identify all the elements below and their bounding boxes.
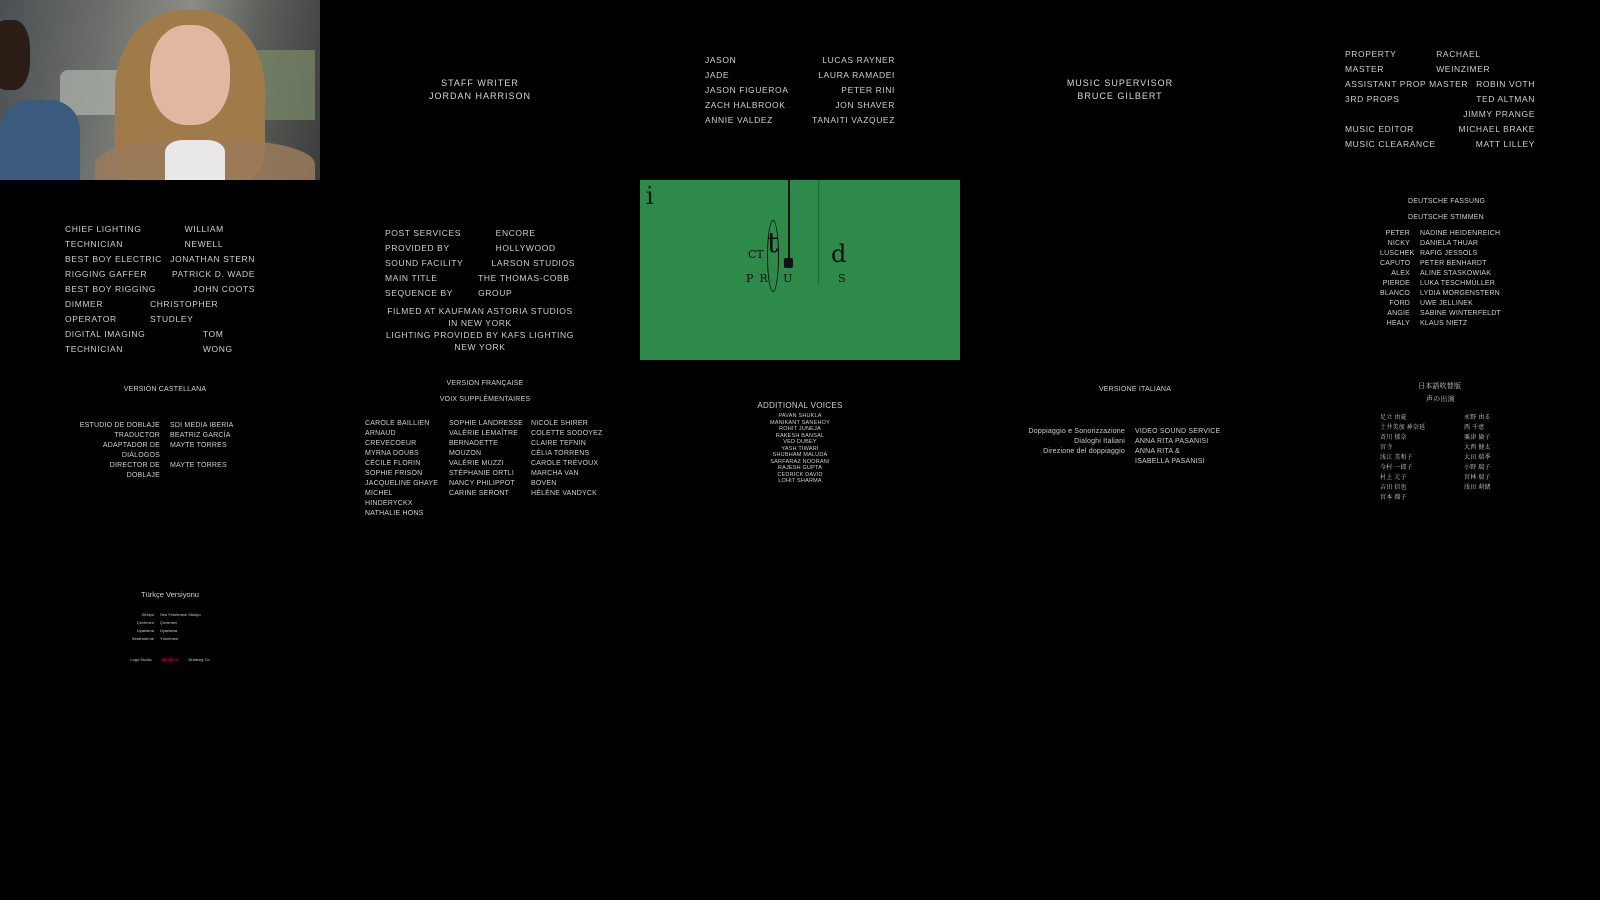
credit-name: SDI MEDIA IBERIA <box>170 422 234 429</box>
voice-actor-name: VALÉRIE LEMAÎTRE <box>448 430 519 437</box>
credit-role: Doppiaggio e Sonorizzazione <box>1028 428 1125 435</box>
credit-row <box>705 68 895 83</box>
credit-row <box>65 282 255 297</box>
credit-role: POST SERVICES PROVIDED BY <box>385 228 461 253</box>
credit-name: JOHN COOTS <box>193 284 255 294</box>
credit-row <box>1345 137 1535 152</box>
voice-actor-name: 浅田 莉緒 <box>1464 485 1491 491</box>
credit-row <box>1345 77 1535 92</box>
credit-row <box>120 627 220 635</box>
credit-role: Çevirmen <box>136 620 154 625</box>
credit-name: BEATRIZ GARCÍA <box>170 432 231 439</box>
credit-name: LARSON STUDIOS <box>491 258 575 268</box>
credit-name: MAYTE TORRES <box>170 462 227 469</box>
credit-name: LUKA TESCHMÜLLER <box>1420 280 1496 287</box>
credit-name: MATT LILLEY <box>1475 139 1535 149</box>
credit-row <box>705 83 895 98</box>
turkish-footer <box>120 657 220 662</box>
credit-row <box>1345 107 1535 122</box>
logo-letter-s: S <box>838 272 846 285</box>
voice-actor-name: YASH TIWARI <box>781 445 819 452</box>
credit-name: ISABELLA PASANISI <box>1135 458 1205 465</box>
credit-role: PROPERTY MASTER <box>1345 49 1397 74</box>
post-credits <box>385 226 575 353</box>
credit-role <box>1025 457 1125 467</box>
credit-role: SOUND FACILITY <box>385 258 464 268</box>
credit-role: MUSIC CLEARANCE <box>1345 139 1436 149</box>
credit-name: UWE JELLINEK <box>1420 300 1473 307</box>
credit-row <box>1380 319 1540 329</box>
japanese-subtitle: 声の出演 <box>1426 396 1455 403</box>
voice-actor-name: MYRNA DOUBS <box>365 450 419 457</box>
lighting-provided-line: LIGHTING PROVIDED BY KAFS LIGHTING NEW YORK <box>386 330 574 352</box>
credit-row <box>1345 122 1535 137</box>
credit-role: Dialoghi Italiani <box>1074 438 1125 445</box>
logo-letter-i: i <box>646 182 654 210</box>
credit-role: DIMMER OPERATOR <box>65 299 117 324</box>
plug-icon <box>784 258 793 268</box>
credit-role: ADAPTADOR DE DIÁLOGOS <box>102 442 160 459</box>
credit-name: WILLIAM NEWELL <box>184 224 224 249</box>
french-subtitle: VOIX SUPPLÉMENTAIRES <box>439 396 531 403</box>
credit-row <box>1380 239 1540 249</box>
credit-name: Ses Yönetmeni Stüdyo <box>160 612 201 617</box>
french-title: VERSION FRANÇAISE <box>446 380 524 387</box>
voice-actor-name: STÉPHANIE ORTLI <box>448 470 515 477</box>
credit-role: ANGIE <box>1387 310 1410 317</box>
credit-role: MUSIC EDITOR <box>1345 124 1414 134</box>
credit-name: TOM WONG <box>202 329 233 354</box>
footer-dubbing-logo: Dubbing Co <box>188 657 210 662</box>
voice-actor-name: 大田 瑞季 <box>1464 455 1491 461</box>
netflix-logo: NETFLIX <box>161 657 179 662</box>
voice-actor-name: 小野 瑞子 <box>1464 465 1491 471</box>
voice-actor-name: 宮本 瑠子 <box>1380 495 1407 501</box>
logo-cord <box>788 180 790 260</box>
voice-actor-name: VALÉRIE MUZZI <box>448 460 504 467</box>
additional-voices-title: ADDITIONAL VOICES <box>757 401 843 410</box>
voice-actor-name: CARINE SERONT <box>448 490 510 497</box>
credit-row <box>1025 457 1245 467</box>
italian-version-credits <box>1025 385 1245 467</box>
voice-actor-name: 斉川 郁奈 <box>1380 435 1407 441</box>
credit-row <box>385 271 575 301</box>
credit-row <box>385 226 575 256</box>
credit-row <box>65 252 255 267</box>
credit-name: Yönetmen <box>160 636 179 641</box>
credit-name: VIDEO SOUND SERVICE <box>1135 428 1221 435</box>
lighting-credits <box>65 222 255 357</box>
credit-name: LUCAS RAYNER <box>822 55 895 65</box>
voice-actor-name: 足立 由夏 <box>1380 415 1407 421</box>
credit-role: FORD <box>1389 300 1410 307</box>
voice-actor-name: COLETTE SODOYEZ <box>530 430 603 437</box>
logo-letters-ct: CT <box>748 248 764 261</box>
credit-role: PETER <box>1385 230 1410 237</box>
voice-actor-name: 吉田 信也 <box>1380 485 1407 491</box>
cast-credits <box>705 53 895 128</box>
voice-actor-name: RAJESH GUPTA <box>777 465 823 471</box>
credit-role: BLANCO <box>1380 290 1410 297</box>
voice-actor-name: SOPHIE FRISON <box>365 470 423 477</box>
credit-row <box>1025 437 1245 447</box>
voice-actor-name: SOPHIE LANDRESSE <box>448 420 523 427</box>
voice-actor-name: 土井美加 神奈延 <box>1380 425 1426 431</box>
credit-row <box>1380 279 1540 289</box>
credit-name: PETER BENHARDT <box>1420 260 1487 267</box>
voice-actor-name: 浅江 美和子 <box>1380 455 1413 461</box>
credit-role: ANNIE VALDEZ <box>705 115 773 125</box>
credit-row <box>65 222 255 252</box>
credit-name: JON SHAVER <box>835 100 895 110</box>
turkish-version-credits <box>120 590 220 662</box>
credit-name: JIMMY PRANGE <box>1463 109 1535 119</box>
credit-row <box>75 461 255 481</box>
credit-role: JASON FIGUEROA <box>705 85 789 95</box>
credit-name: JONATHAN STERN <box>170 254 255 264</box>
credit-role: PIERDE <box>1382 280 1410 287</box>
props-credits <box>1345 47 1535 152</box>
german-version-credits <box>1380 197 1540 329</box>
credit-row <box>75 441 255 461</box>
spanish-version-credits <box>75 385 255 481</box>
voice-actor-name: CÉCILE FLORIN <box>365 460 421 467</box>
credit-role: ESTUDIO DE DOBLAJE <box>79 422 160 429</box>
music-supervisor-credit <box>1040 77 1200 103</box>
voice-actor-name: 今村 一郎子 <box>1380 465 1413 471</box>
credit-name: TANAITI VAZQUEZ <box>812 115 895 125</box>
voice-actor-name: 宮寺 <box>1380 445 1393 451</box>
voice-actor-name: 村上 元子 <box>1380 475 1407 481</box>
voice-actor-name: 粟津 倫子 <box>1464 435 1491 441</box>
voice-actor-name: CÉLIA TORRENS <box>530 450 590 457</box>
voice-actor-name: 西 千恵 <box>1464 425 1485 431</box>
japanese-title: 日本語吹替版 <box>1418 383 1462 390</box>
credit-row <box>1380 309 1540 319</box>
credit-row <box>1380 269 1540 279</box>
credit-name: MAYTE TORRES <box>170 442 227 449</box>
credit-row <box>705 113 895 128</box>
credit-role: DIRECTOR DE DOBLAJE <box>109 462 160 479</box>
logo-letter-d: d <box>831 240 847 268</box>
voice-actor-name: VED DUBEY <box>783 439 817 445</box>
credit-row <box>1380 259 1540 269</box>
credit-role: Uyarlama <box>136 628 154 633</box>
credit-role: Stüdyo <box>141 612 154 617</box>
french-version-credits <box>365 379 605 519</box>
credit-name: Uyarlama <box>160 628 178 633</box>
additional-voices-credits <box>740 401 860 485</box>
voice-actor-name: HÉLÈNE VANDYCK <box>530 490 598 497</box>
voice-actor-name: PAVAN SHUKLA <box>778 413 822 419</box>
credit-role: TRADUCTOR <box>114 432 160 439</box>
german-subtitle: DEUTSCHE STIMMEN <box>1408 214 1484 221</box>
person-left <box>0 100 80 180</box>
video-frame-thumbnail <box>0 0 320 180</box>
music-supervisor-role: MUSIC SUPERVISOR <box>1066 78 1174 88</box>
credit-name: DANIELA THUAR <box>1420 240 1479 247</box>
voice-actor-name: NATHALIE HONS <box>365 510 424 517</box>
italian-title: VERSIONE ITALIANA <box>1098 386 1172 393</box>
filmed-at-line: FILMED AT KAUFMAN ASTORIA STUDIOS IN NEW YORK <box>387 306 573 328</box>
credit-role: ZACH HALBROOK <box>705 100 786 110</box>
credit-name: RAFIG JESSOLS <box>1420 250 1478 257</box>
credit-role: Direzione del doppiaggio <box>1043 448 1125 455</box>
credit-row <box>1025 447 1245 457</box>
voice-actor-name: MANIKANT SANEHOY <box>770 419 830 426</box>
credit-name: RACHAEL WEINZIMER <box>1436 49 1491 74</box>
credit-row <box>705 98 895 113</box>
credit-row <box>1380 289 1540 299</box>
staff-writer-name: JORDAN HARRISON <box>428 91 531 101</box>
voice-actor-name: LOHIT SHARMA <box>778 478 822 484</box>
voice-actor-name: 大西 健太 <box>1464 445 1491 451</box>
japanese-version-credits <box>1380 382 1520 503</box>
credit-row <box>385 256 575 271</box>
credit-role: MAIN TITLE SEQUENCE BY <box>385 273 454 298</box>
voice-actor-name: BERNADETTE MOUZON <box>448 440 498 457</box>
credit-name: TED ALTMAN <box>1476 94 1535 104</box>
credit-role: 3RD PROPS <box>1345 94 1400 104</box>
credit-row <box>1380 229 1540 239</box>
voice-actor-name: MARCHA VAN BOVEN <box>530 470 579 487</box>
credit-row <box>75 431 255 441</box>
credit-name: PATRICK D. WADE <box>172 269 255 279</box>
voice-actor-name: CAROLE BAILLIEN <box>365 420 430 427</box>
credit-row <box>75 421 255 431</box>
credit-role: CHIEF LIGHTING TECHNICIAN <box>65 224 142 249</box>
credit-name: ROBIN VOTH <box>1476 79 1535 89</box>
credit-row <box>65 267 255 282</box>
credit-name: ANNA RITA & <box>1135 448 1180 455</box>
credit-role: JADE <box>705 70 730 80</box>
voice-actor-name: SHUBHAM MALUDA <box>772 452 828 458</box>
person-left-head <box>0 20 30 90</box>
voice-actor-name: NICOLE SHIRER <box>530 420 589 427</box>
credit-role: NICKY <box>1387 240 1410 247</box>
logo-letter-t: t <box>767 226 779 259</box>
voice-actor-name: NANCY PHILIPPOT <box>448 480 515 487</box>
credit-row <box>120 635 220 643</box>
woman-face <box>150 25 230 125</box>
credit-role: HEALY <box>1386 320 1410 327</box>
credit-name: Çevirmen <box>160 620 178 625</box>
staff-writer-credit <box>400 77 560 103</box>
credit-role: Seslendirme <box>131 636 154 641</box>
voice-actor-name: MICHEL HINDERYCKX <box>365 490 413 507</box>
credit-name: LAURA RAMADEI <box>818 70 895 80</box>
credit-row <box>65 327 255 357</box>
credit-name: PETER RINI <box>841 85 895 95</box>
logo-line <box>818 180 819 285</box>
credit-row <box>120 619 220 627</box>
credit-name: THE THOMAS-COBB GROUP <box>478 273 570 298</box>
credit-row <box>1345 92 1535 107</box>
credit-name: ENCORE HOLLYWOOD <box>495 228 556 253</box>
turkish-title: Türkçe Versiyonu <box>141 590 199 599</box>
credit-row <box>1380 249 1540 259</box>
credit-name: KLAUS NIETZ <box>1420 320 1468 327</box>
credit-role: ASSISTANT PROP MASTER <box>1345 79 1469 89</box>
credit-name: ANNA RITA PASANISI <box>1135 438 1209 445</box>
woman-shirt <box>165 140 225 180</box>
credit-row <box>120 611 220 619</box>
credit-role: ALEX <box>1391 270 1410 277</box>
credit-name: MICHAEL BRAKE <box>1458 124 1535 134</box>
studio-logo-card <box>640 180 960 360</box>
voice-actor-name: RAKESH BANSAL <box>775 432 825 439</box>
credit-role: BEST BOY RIGGING <box>65 284 157 294</box>
credit-role: RIGGING GAFFER <box>65 269 148 279</box>
voice-actor-name: 宮林 瑞子 <box>1464 475 1491 481</box>
credit-role: JASON <box>705 55 737 65</box>
credit-name: LYDIA MORGENSTERN <box>1420 290 1500 297</box>
footer-studio-logo: Logo Studio <box>130 657 152 662</box>
credit-row <box>1380 299 1540 309</box>
credit-name: SABINE WINTERFELDT <box>1420 310 1501 317</box>
voice-actor-name: JACQUELINE GHAYE <box>365 480 439 487</box>
voice-actor-name: ARNAUD CREVECOEUR <box>365 430 417 447</box>
credit-row <box>1025 427 1245 437</box>
german-title: DEUTSCHE FASSUNG <box>1408 198 1486 205</box>
credit-role: LUSCHEK <box>1380 250 1415 257</box>
voice-actor-name: CLAIRE TEFNIN <box>530 440 586 447</box>
credit-name: NADINE HEIDENREICH <box>1420 230 1501 237</box>
staff-writer-role: STAFF WRITER <box>441 78 519 88</box>
credit-name: CHRISTOPHER STUDLEY <box>149 299 219 324</box>
spanish-title: VERSIÓN CASTELLANA <box>123 386 207 393</box>
voice-actor-name: 永野 由る <box>1464 415 1491 421</box>
voice-actor-name: CEDRICK DAVID <box>777 471 823 478</box>
credit-role: DIGITAL IMAGING TECHNICIAN <box>65 329 146 354</box>
credit-name: ALINE STASKOWIAK <box>1420 270 1492 277</box>
credit-row <box>1345 47 1535 77</box>
credit-row <box>705 53 895 68</box>
credit-role: CAPUTO <box>1380 260 1411 267</box>
voice-actor-name: ROHIT JUNEJA <box>779 426 821 432</box>
credit-row <box>65 297 255 327</box>
music-supervisor-name: BRUCE GILBERT <box>1077 91 1163 101</box>
logo-letters-pr: PR U <box>746 272 799 285</box>
voice-actor-name: SARFARAZ NOORANI <box>770 458 830 465</box>
voice-actor-name: CAROLE TRÉVOUX <box>530 460 599 467</box>
credit-role: BEST BOY ELECTRIC <box>65 254 162 264</box>
